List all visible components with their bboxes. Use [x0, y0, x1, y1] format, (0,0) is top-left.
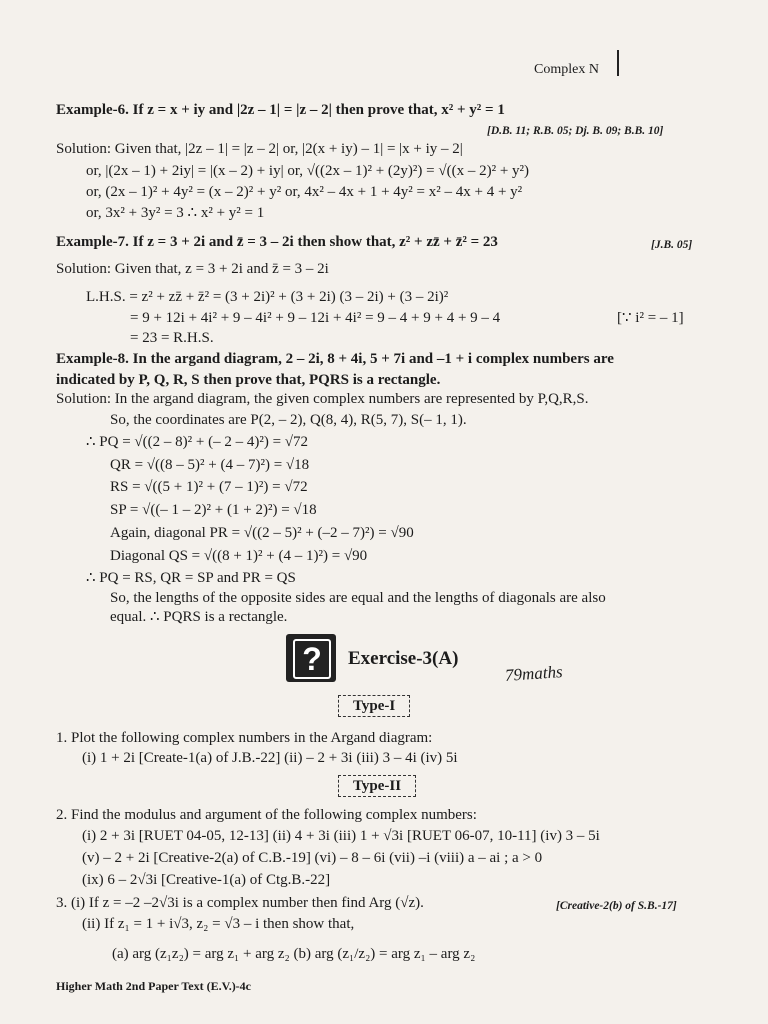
text-line-q1: 1. Plot the following complex numbers in the Argand diagram:	[56, 730, 433, 746]
text-line-q2-a: (i) 2 + 3i [RUET 04-05, 12-13] (ii) 4 + 3i (iii) 1 + √3i [RUET 06-07, 10-11] (iv) 3 – 5i	[82, 828, 600, 844]
text-line-ex8-s11: equal. ∴ PQRS is a rectangle.	[110, 609, 288, 625]
text-line-ex8-s10: So, the lengths of the opposite sides are equal and the lengths of diagonals are also	[110, 590, 606, 606]
text-line-ex8-s2: So, the coordinates are P(2, – 2), Q(8, 4), R(5, 7), S(– 1, 1).	[110, 412, 467, 428]
text-line-ex7-s2: L.H.S. = z² + zz̄ + z̄² = (3 + 2i)² + (3 + 2i) (3 – 2i) + (3 – 2i)²	[86, 289, 449, 305]
text-line-ex7-title: Example-7. If z = 3 + 2i and z̄ = 3 – 2i then show that, z² + zz̄ + z̄² = 23	[56, 234, 498, 250]
header-divider	[617, 50, 619, 76]
text-line-ex8-s6: SP = √((– 1 – 2)² + (1 + 2)²) = √18	[110, 502, 317, 518]
handwritten-note: 79maths	[504, 662, 564, 685]
text-line-ex7-ref: [J.B. 05]	[651, 239, 693, 251]
text-line-ex8-s7: Again, diagonal PR = √((2 – 5)² + (–2 – 7)²) = √90	[110, 525, 414, 541]
text-line-q3-ab: (a) arg (z₁z₂) = arg z₁ + arg z₂ (b) arg (z₁/z₂) = arg z₁ – arg z₂	[112, 946, 476, 962]
text-line-ex6-ref: [D.B. 11; R.B. 05; Dj. B. 09; B.B. 10]	[487, 125, 664, 137]
text-line-q2-b: (v) – 2 + 2i [Creative-2(a) of C.B.-19] (vi) – 8 – 6i (vii) –i (viii) a – ai ; a > 0	[82, 850, 543, 866]
text-line-ex6-s3: or, (2x – 1)² + 4y² = (x – 2)² + y² or, 4x² – 4x + 1 + 4y² = x² – 4x + 4 + y²	[86, 184, 523, 200]
text-line-ex7-s3b: [∵ i² = – 1]	[617, 310, 684, 326]
page-footer: Higher Math 2nd Paper Text (E.V.)-4c	[56, 979, 252, 993]
text-line-ex6-s2: or, |(2x – 1) + 2iy| = |(x – 2) + iy| or, √((2x – 1)² + (2y)²) = √((x – 2)² + y²)	[86, 163, 530, 179]
type-label-2: Type-II	[338, 775, 416, 797]
text-line-q2-c: (ix) 6 – 2√3i [Creative-1(a) of Ctg.B.-22]	[82, 872, 331, 888]
exercise-title: Exercise-3(A)	[348, 648, 459, 669]
text-line-ex8-s3: ∴ PQ = √((2 – 8)² + (– 2 – 4)²) = √72	[86, 434, 309, 450]
text-line-ex7-s3: = 9 + 12i + 4i² + 9 – 4i² + 9 – 12i + 4i² = 9 – 4 + 9 + 4 + 9 – 4	[130, 310, 501, 326]
text-line-ex6-s4: or, 3x² + 3y² = 3 ∴ x² + y² = 1	[86, 205, 265, 221]
text-line-ex8-s5: RS = √((5 + 1)² + (7 – 1)²) = √72	[110, 479, 308, 495]
text-line-ex8-title1: Example-8. In the argand diagram, 2 – 2i, 8 + 4i, 5 + 7i and –1 + i complex numbers are	[56, 351, 614, 367]
text-line-q1-items: (i) 1 + 2i [Create-1(a) of J.B.-22] (ii) – 2 + 3i (iii) 3 – 4i (iv) 5i	[82, 750, 458, 766]
type-label-1: Type-I	[338, 695, 410, 717]
text-line-q2: 2. Find the modulus and argument of the following complex numbers:	[56, 807, 477, 823]
text-line-ex6-s1: Solution: Given that, |2z – 1| = |z – 2| or, |2(x + iy) – 1| = |x + iy – 2|	[56, 141, 463, 157]
text-line-q3-ref: [Creative-2(b) of S.B.-17]	[556, 900, 677, 912]
text-line-q3-ii: (ii) If z₁ = 1 + i√3, z₂ = √3 – i then show that,	[82, 916, 355, 932]
text-line-q3-i: 3. (i) If z = –2 –2√3i is a complex number then find Arg (√z).	[56, 895, 424, 911]
text-line-ex8-s1: Solution: In the argand diagram, the given complex numbers are represented by P,Q,R,S.	[56, 391, 589, 407]
text-line-ex8-title2: indicated by P, Q, R, S then prove that, PQRS is a rectangle.	[56, 372, 441, 388]
exercise-question-icon: ?	[286, 634, 336, 682]
text-line-ex7-s1: Solution: Given that, z = 3 + 2i and z̄ = 3 – 2i	[56, 261, 329, 277]
text-line-ex8-s4: QR = √((8 – 5)² + (4 – 7)²) = √18	[110, 457, 310, 473]
text-line-ex6-title: Example-6. If z = x + iy and |2z – 1| = |z – 2| then prove that, x² + y² = 1	[56, 102, 505, 118]
text-line-ex8-s9: ∴ PQ = RS, QR = SP and PR = QS	[86, 570, 296, 586]
text-line-ex8-s8: Diagonal QS = √((8 + 1)² + (4 – 1)²) = √90	[110, 548, 368, 564]
text-line-ex7-s4: = 23 = R.H.S.	[130, 330, 214, 346]
running-header: Complex N	[534, 62, 599, 77]
